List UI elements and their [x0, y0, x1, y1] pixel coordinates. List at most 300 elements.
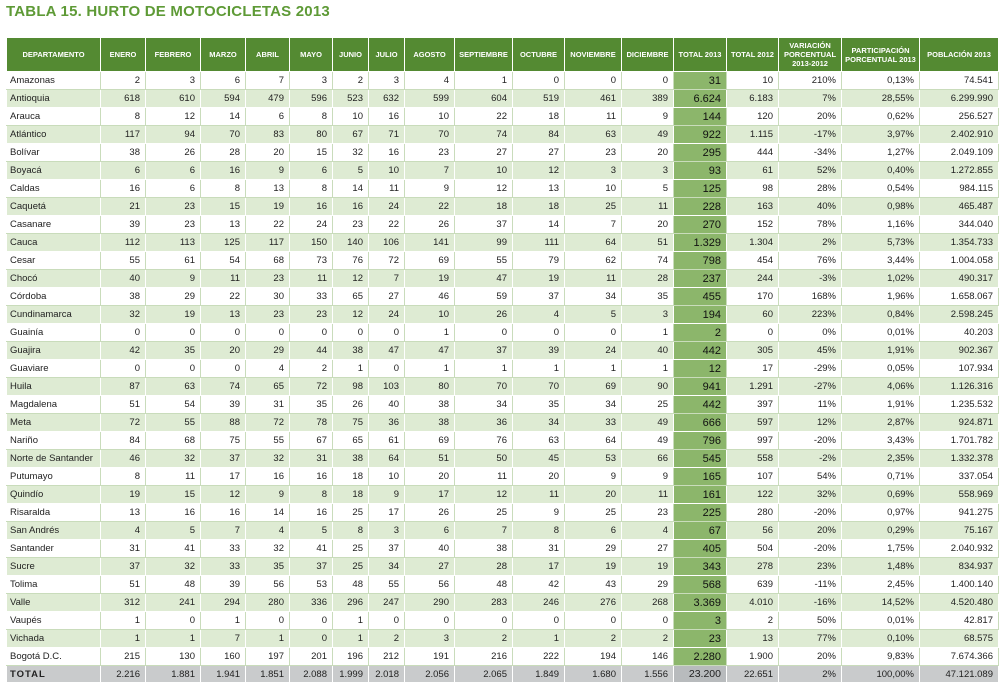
value-cell: 22 [369, 216, 405, 234]
value-cell: 0 [565, 72, 622, 90]
value-cell: -2% [779, 450, 842, 468]
value-cell: 1.881 [146, 666, 201, 683]
value-cell: 113 [146, 234, 201, 252]
column-header: PARTICIPACIÓN PORCENTUAL 2013 [842, 38, 920, 72]
value-cell: 13 [246, 180, 290, 198]
table-body [7, 72, 999, 683]
table-row [7, 594, 999, 612]
value-cell: 0 [333, 324, 369, 342]
total-2013-cell: 194 [674, 306, 727, 324]
value-cell: 98 [727, 180, 779, 198]
value-cell: 12 [146, 108, 201, 126]
total-2013-cell: 23 [674, 630, 727, 648]
value-cell: 1,75% [842, 540, 920, 558]
table-row [7, 270, 999, 288]
value-cell: 27 [622, 540, 674, 558]
value-cell: 168% [779, 288, 842, 306]
value-cell: 0 [513, 324, 565, 342]
total-2013-cell: 442 [674, 342, 727, 360]
value-cell: 65 [333, 288, 369, 306]
total-2013-cell: 796 [674, 432, 727, 450]
value-cell: 2.065 [455, 666, 513, 683]
value-cell: 37 [290, 558, 333, 576]
total-2013-cell: 941 [674, 378, 727, 396]
value-cell: 70 [513, 378, 565, 396]
value-cell: 122 [727, 486, 779, 504]
value-cell: 276 [565, 594, 622, 612]
value-cell: 18 [513, 108, 565, 126]
value-cell: 11 [455, 468, 513, 486]
value-cell: 2 [290, 360, 333, 378]
value-cell: 6 [405, 522, 455, 540]
value-cell: 10 [369, 468, 405, 486]
value-cell: 84 [101, 432, 146, 450]
value-cell: 51 [101, 396, 146, 414]
value-cell: 11 [146, 468, 201, 486]
value-cell: 1 [565, 360, 622, 378]
value-cell: 12 [455, 180, 513, 198]
value-cell: 31 [513, 540, 565, 558]
value-cell: 834.937 [920, 558, 999, 576]
value-cell: 0,05% [842, 360, 920, 378]
value-cell: 75 [201, 432, 246, 450]
value-cell: 56 [405, 576, 455, 594]
column-header: TOTAL 2012 [727, 38, 779, 72]
value-cell: 4,06% [842, 378, 920, 396]
value-cell: 5,73% [842, 234, 920, 252]
value-cell: 29 [146, 288, 201, 306]
value-cell: 54% [779, 468, 842, 486]
table-row [7, 522, 999, 540]
value-cell: 9 [565, 468, 622, 486]
value-cell: 1,16% [842, 216, 920, 234]
value-cell: 111 [513, 234, 565, 252]
value-cell: 20 [622, 144, 674, 162]
table-row [7, 360, 999, 378]
value-cell: 1.400.140 [920, 576, 999, 594]
value-cell: 0 [290, 612, 333, 630]
value-cell: 2.598.245 [920, 306, 999, 324]
value-cell: 0 [146, 324, 201, 342]
value-cell: 296 [333, 594, 369, 612]
value-cell: 34 [455, 396, 513, 414]
value-cell: 28,55% [842, 90, 920, 108]
value-cell: 64 [565, 432, 622, 450]
value-cell: 20 [565, 486, 622, 504]
value-cell: 2% [779, 234, 842, 252]
value-cell: 0 [101, 324, 146, 342]
value-cell: 68 [246, 252, 290, 270]
value-cell: 29 [246, 342, 290, 360]
value-cell: 0,10% [842, 630, 920, 648]
value-cell: 52% [779, 162, 842, 180]
value-cell: 43 [565, 576, 622, 594]
value-cell: -27% [779, 378, 842, 396]
department-cell: Caldas [7, 180, 101, 198]
value-cell: 9 [622, 468, 674, 486]
table-title [6, 3, 330, 20]
value-cell: 1.701.782 [920, 432, 999, 450]
value-cell: 107.934 [920, 360, 999, 378]
value-cell: 34 [565, 396, 622, 414]
value-cell: 294 [201, 594, 246, 612]
value-cell: 73 [290, 252, 333, 270]
value-cell: 2 [622, 630, 674, 648]
value-cell: 46 [405, 288, 455, 306]
value-cell: 3 [622, 162, 674, 180]
department-cell: Boyacá [7, 162, 101, 180]
table-row [7, 576, 999, 594]
value-cell: -20% [779, 432, 842, 450]
value-cell: 1.272.855 [920, 162, 999, 180]
value-cell: 1.556 [622, 666, 674, 683]
value-cell: 12 [333, 306, 369, 324]
value-cell: 39 [201, 576, 246, 594]
value-cell: 465.487 [920, 198, 999, 216]
total-2013-cell: 67 [674, 522, 727, 540]
value-cell: 28% [779, 180, 842, 198]
department-cell: Caquetá [7, 198, 101, 216]
value-cell: 11 [622, 486, 674, 504]
value-cell: 6.183 [727, 90, 779, 108]
value-cell: 3,97% [842, 126, 920, 144]
value-cell: 6 [201, 72, 246, 90]
value-cell: 54 [201, 252, 246, 270]
value-cell: 461 [565, 90, 622, 108]
value-cell: 30 [246, 288, 290, 306]
value-cell: 72 [290, 378, 333, 396]
value-cell: 0 [290, 324, 333, 342]
value-cell: 10 [405, 108, 455, 126]
value-cell: 10 [565, 180, 622, 198]
total-2013-cell: 144 [674, 108, 727, 126]
value-cell: 69 [405, 252, 455, 270]
total-2013-cell: 568 [674, 576, 727, 594]
column-header: OCTUBRE [513, 38, 565, 72]
table-row [7, 198, 999, 216]
value-cell: 37 [455, 216, 513, 234]
value-cell: 223% [779, 306, 842, 324]
value-cell: 26 [146, 144, 201, 162]
column-header: ENERO [101, 38, 146, 72]
value-cell: 47 [405, 342, 455, 360]
value-cell: 36 [369, 414, 405, 432]
value-cell: 40 [405, 540, 455, 558]
value-cell: 7 [405, 162, 455, 180]
value-cell: 68.575 [920, 630, 999, 648]
value-cell: 23 [146, 198, 201, 216]
value-cell: 41 [146, 540, 201, 558]
value-cell: 27 [455, 144, 513, 162]
value-cell: 51 [622, 234, 674, 252]
total-2013-cell: 922 [674, 126, 727, 144]
value-cell: 4 [246, 522, 290, 540]
value-cell: 14 [333, 180, 369, 198]
department-cell: Santander [7, 540, 101, 558]
value-cell: 8 [513, 522, 565, 540]
value-cell: 1.115 [727, 126, 779, 144]
value-cell: 59 [455, 288, 513, 306]
value-cell: 7 [201, 522, 246, 540]
value-cell: 2 [333, 72, 369, 90]
value-cell: 38 [101, 288, 146, 306]
value-cell: 78 [290, 414, 333, 432]
value-cell: 152 [727, 216, 779, 234]
column-header: POBLACIÓN 2013 [920, 38, 999, 72]
value-cell: 16 [246, 468, 290, 486]
value-cell: 77% [779, 630, 842, 648]
value-cell: 283 [455, 594, 513, 612]
value-cell: 117 [246, 234, 290, 252]
value-cell: 19 [622, 558, 674, 576]
value-cell: 23 [333, 216, 369, 234]
value-cell: 1 [513, 360, 565, 378]
value-cell: 0 [101, 360, 146, 378]
value-cell: 27 [405, 558, 455, 576]
value-cell: 22.651 [727, 666, 779, 683]
value-cell: 7 [246, 72, 290, 90]
total-2013-cell: 1.329 [674, 234, 727, 252]
value-cell: 344.040 [920, 216, 999, 234]
value-cell: 9 [246, 162, 290, 180]
value-cell: 29 [622, 576, 674, 594]
value-cell: 5 [622, 180, 674, 198]
value-cell: 23 [290, 306, 333, 324]
value-cell: 20% [779, 108, 842, 126]
value-cell: 504 [727, 540, 779, 558]
value-cell: 10 [455, 162, 513, 180]
value-cell: 42.817 [920, 612, 999, 630]
value-cell: 20 [201, 342, 246, 360]
value-cell: 9 [622, 108, 674, 126]
total-2013-cell: 3.369 [674, 594, 727, 612]
value-cell: 14 [246, 504, 290, 522]
value-cell: 197 [246, 648, 290, 666]
value-cell: 0 [369, 612, 405, 630]
value-cell: 31 [101, 540, 146, 558]
value-cell: 0 [369, 360, 405, 378]
value-cell: 160 [201, 648, 246, 666]
value-cell: 100,00% [842, 666, 920, 683]
value-cell: 40.203 [920, 324, 999, 342]
value-cell: 67 [290, 432, 333, 450]
value-cell: 1.658.067 [920, 288, 999, 306]
value-cell: 90 [622, 378, 674, 396]
value-cell: 76% [779, 252, 842, 270]
value-cell: 22 [455, 108, 513, 126]
value-cell: 3 [565, 162, 622, 180]
value-cell: 604 [455, 90, 513, 108]
value-cell: 47 [455, 270, 513, 288]
column-header: AGOSTO [405, 38, 455, 72]
value-cell: -11% [779, 576, 842, 594]
value-cell: 50% [779, 612, 842, 630]
value-cell: 1.999 [333, 666, 369, 683]
value-cell: 35 [622, 288, 674, 306]
value-cell: 32 [246, 540, 290, 558]
value-cell: 46 [101, 450, 146, 468]
value-cell: 397 [727, 396, 779, 414]
value-cell: 35 [246, 558, 290, 576]
value-cell: 3 [405, 630, 455, 648]
value-cell: 0,13% [842, 72, 920, 90]
department-cell: Meta [7, 414, 101, 432]
value-cell: 11 [290, 270, 333, 288]
column-header: MAYO [290, 38, 333, 72]
department-cell: Cesar [7, 252, 101, 270]
value-cell: 2,87% [842, 414, 920, 432]
value-cell: 32 [146, 558, 201, 576]
value-cell: 1,96% [842, 288, 920, 306]
value-cell: 1 [246, 630, 290, 648]
value-cell: 17 [369, 504, 405, 522]
value-cell: 27 [513, 144, 565, 162]
value-cell: 38 [333, 450, 369, 468]
value-cell: 599 [405, 90, 455, 108]
value-cell: 196 [333, 648, 369, 666]
value-cell: 63 [565, 126, 622, 144]
value-cell: 1.126.316 [920, 378, 999, 396]
value-cell: 8 [290, 180, 333, 198]
value-cell: 69 [405, 432, 455, 450]
value-cell: 1,27% [842, 144, 920, 162]
total-2013-cell: 405 [674, 540, 727, 558]
table-row [7, 486, 999, 504]
value-cell: 23 [565, 144, 622, 162]
value-cell: 12% [779, 414, 842, 432]
value-cell: 37 [369, 540, 405, 558]
value-cell: 65 [246, 378, 290, 396]
value-cell: 49 [622, 126, 674, 144]
total-row [7, 666, 999, 683]
value-cell: 66 [622, 450, 674, 468]
column-header: DICIEMBRE [622, 38, 674, 72]
department-cell: Arauca [7, 108, 101, 126]
value-cell: 16 [290, 468, 333, 486]
value-cell: 2.056 [405, 666, 455, 683]
value-cell: 70 [455, 378, 513, 396]
value-cell: 1.680 [565, 666, 622, 683]
value-cell: 7.674.366 [920, 648, 999, 666]
value-cell: 1 [513, 630, 565, 648]
value-cell: 9,83% [842, 648, 920, 666]
value-cell: 55 [369, 576, 405, 594]
value-cell: 26 [333, 396, 369, 414]
table-row [7, 450, 999, 468]
value-cell: 0,54% [842, 180, 920, 198]
table-row [7, 90, 999, 108]
total-2013-cell: 2 [674, 324, 727, 342]
value-cell: 6 [101, 162, 146, 180]
value-cell: 2 [101, 72, 146, 90]
value-cell: 39 [101, 216, 146, 234]
value-cell: 26 [405, 216, 455, 234]
value-cell: 337.054 [920, 468, 999, 486]
value-cell: 8 [201, 180, 246, 198]
value-cell: 194 [565, 648, 622, 666]
value-cell: 0 [565, 612, 622, 630]
total-2013-cell: 228 [674, 198, 727, 216]
value-cell: 0,62% [842, 108, 920, 126]
table-row [7, 306, 999, 324]
value-cell: 17 [727, 360, 779, 378]
table-row [7, 162, 999, 180]
value-cell: 454 [727, 252, 779, 270]
value-cell: 2.018 [369, 666, 405, 683]
value-cell: 14 [201, 108, 246, 126]
value-cell: 28 [622, 270, 674, 288]
value-cell: 32 [246, 450, 290, 468]
value-cell: 997 [727, 432, 779, 450]
value-cell: 1.354.733 [920, 234, 999, 252]
value-cell: 1 [622, 324, 674, 342]
value-cell: 6 [565, 522, 622, 540]
value-cell: 9 [513, 504, 565, 522]
value-cell: 10 [369, 162, 405, 180]
header-row [7, 38, 999, 72]
table-row [7, 108, 999, 126]
value-cell: 12 [513, 162, 565, 180]
value-cell: 74 [455, 126, 513, 144]
value-cell: 0,69% [842, 486, 920, 504]
value-cell: 2 [565, 630, 622, 648]
value-cell: 19 [405, 270, 455, 288]
value-cell: 1.291 [727, 378, 779, 396]
value-cell: 33 [565, 414, 622, 432]
value-cell: 140 [333, 234, 369, 252]
value-cell: 24 [290, 216, 333, 234]
value-cell: 0 [201, 360, 246, 378]
value-cell: 1 [333, 630, 369, 648]
table-row [7, 180, 999, 198]
column-header: VARIACIÓN PORCENTUAL 2013-2012 [779, 38, 842, 72]
value-cell: 16 [290, 504, 333, 522]
value-cell: 32 [333, 144, 369, 162]
value-cell: 31 [290, 450, 333, 468]
value-cell: 75.167 [920, 522, 999, 540]
value-cell: 1.304 [727, 234, 779, 252]
value-cell: 61 [369, 432, 405, 450]
value-cell: 15 [290, 144, 333, 162]
value-cell: 558 [727, 450, 779, 468]
value-cell: 1 [405, 324, 455, 342]
value-cell: 490.317 [920, 270, 999, 288]
department-cell: Valle [7, 594, 101, 612]
value-cell: 7 [369, 270, 405, 288]
department-cell: Quindío [7, 486, 101, 504]
value-cell: -20% [779, 540, 842, 558]
value-cell: 76 [333, 252, 369, 270]
value-cell: 20 [513, 468, 565, 486]
value-cell: 25 [333, 504, 369, 522]
total-2013-cell: 6.624 [674, 90, 727, 108]
value-cell: 40 [622, 342, 674, 360]
value-cell: 9 [246, 486, 290, 504]
value-cell: 6 [290, 162, 333, 180]
value-cell: 2 [727, 612, 779, 630]
value-cell: 523 [333, 90, 369, 108]
value-cell: 0 [290, 630, 333, 648]
value-cell: 79 [513, 252, 565, 270]
value-cell: 201 [290, 648, 333, 666]
value-cell: 18 [333, 486, 369, 504]
value-cell: 558.969 [920, 486, 999, 504]
value-cell: 50 [455, 450, 513, 468]
value-cell: 130 [146, 648, 201, 666]
table-title-text: HURTO DE MOTOCICLETAS 2013 [81, 3, 330, 20]
value-cell: 4.520.480 [920, 594, 999, 612]
value-cell: 40% [779, 198, 842, 216]
